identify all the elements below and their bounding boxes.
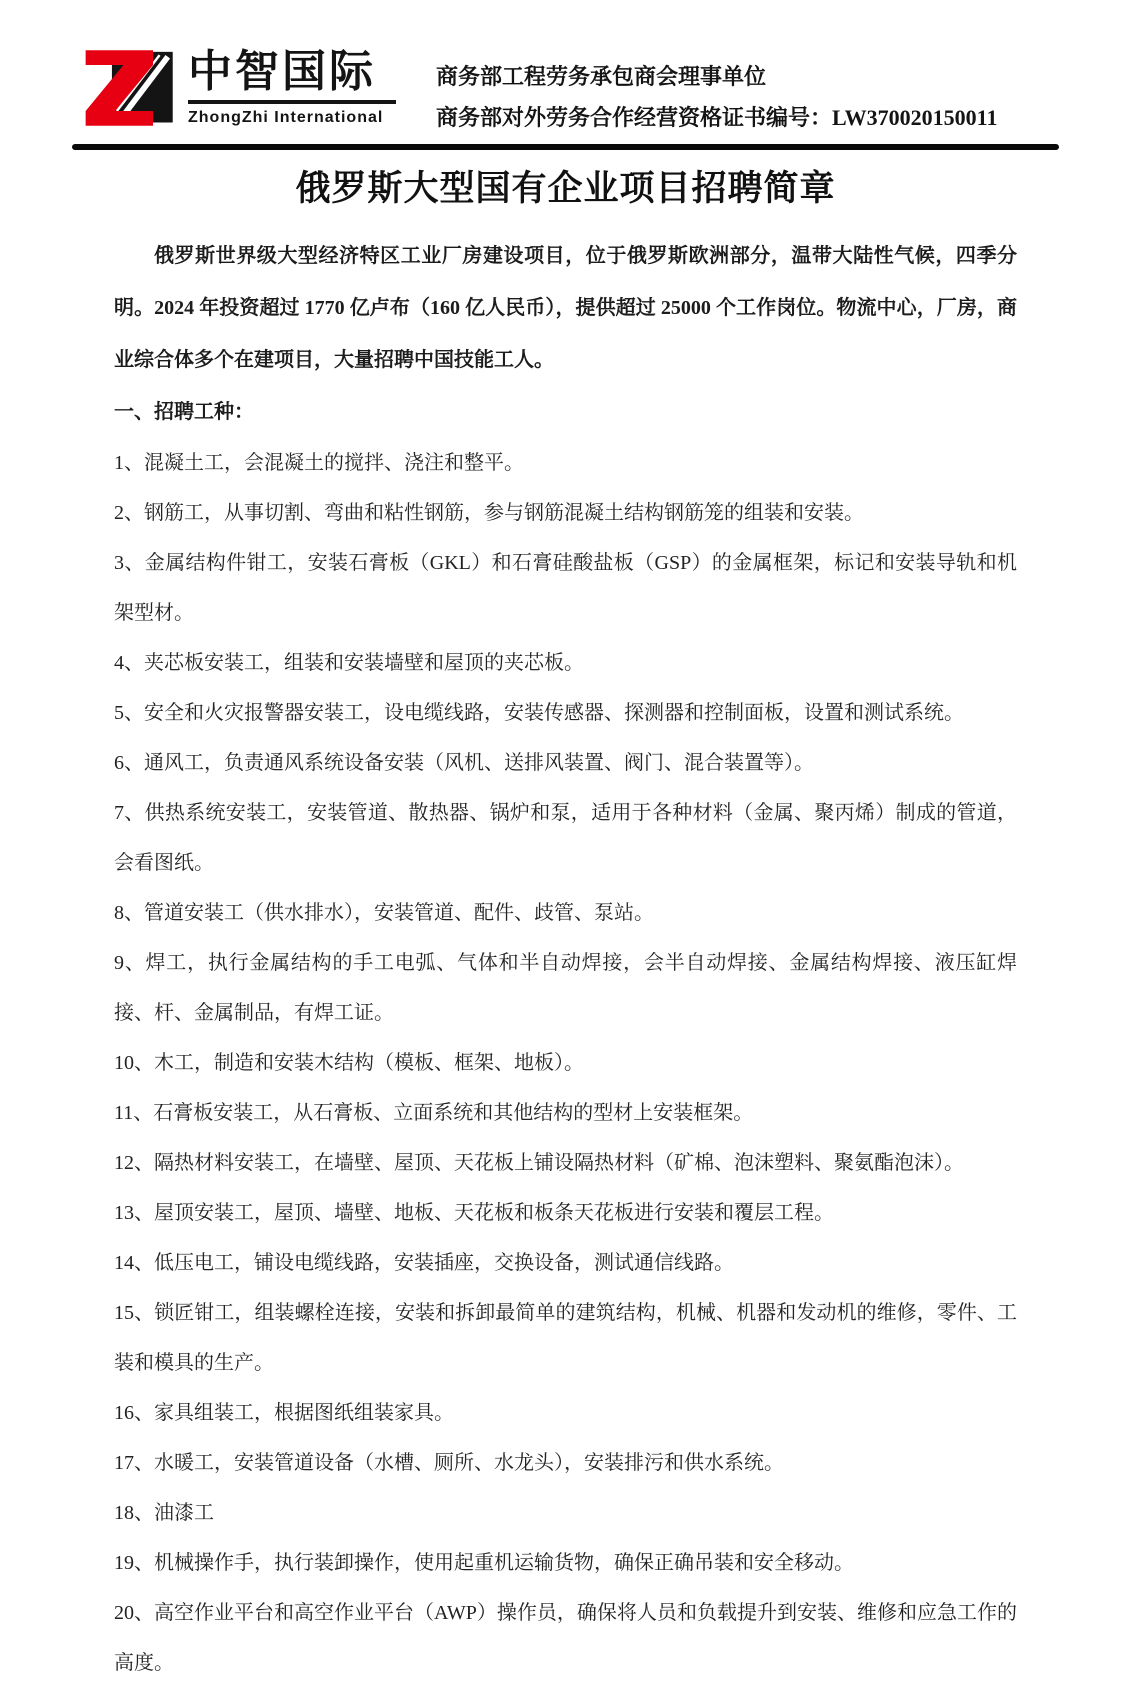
logo-en-name: ZhongZhi International [188,109,384,126]
job-item: 7、供热系统安装工，安装管道、散热器、锅炉和泵，适用于各种材料（金属、聚丙烯）制成的管道，会看图纸。 [114,802,1017,874]
header-rule [72,144,1059,150]
job-item: 15、锁匠钳工，组装螺栓连接，安装和拆卸最简单的建筑结构，机械、机器和发动机的维修，零件、工装和模具的生产。 [114,1302,1017,1374]
letterhead [72,42,1059,138]
logo-text [188,42,396,127]
intro-paragraph: 俄罗斯世界级大型经济特区工业厂房建设项目，位于俄罗斯欧洲部分，温带大陆性气候，四季分明。2024 年投资超过 1770 亿卢布（160 亿人民币），提供超过 25000 个工作岗位。物流中心，厂房，商业综合体多个在建项目，大量招聘中国技能工人。 [114,245,1017,371]
license-number-line: 商务部对外劳务合作经营资格证书编号：LW370020150011 [436,105,998,130]
job-item: 17、水暖工，安装管道设备（水槽、厕所、水龙头），安装排污和供水系统。 [114,1452,784,1474]
job-item: 4、夹芯板安装工，组装和安装墙壁和屋顶的夹芯板。 [114,652,584,674]
job-item: 11、石膏板安装工，从石膏板、立面系统和其他结构的型材上安装框架。 [114,1102,754,1124]
section-heading-recruit-types: 一、招聘工种： [114,401,254,423]
job-item: 20、高空作业平台和高空作业平台（AWP）操作员，确保将人员和负载提升到安装、维修和应急工作的高度。 [114,1602,1017,1674]
job-item: 12、隔热材料安装工，在墙壁、屋顶、天花板上铺设隔热材料（矿棉、泡沫塑料、聚氨酯泡沫）。 [114,1152,964,1174]
job-item: 13、屋顶安装工，屋顶、墙壁、地板、天花板和板条天花板进行安装和覆层工程。 [114,1202,834,1224]
job-item: 9、焊工，执行金属结构的手工电弧、气体和半自动焊接，会半自动焊接、金属结构焊接、液压缸焊接、杆、金属制品，有焊工证。 [114,952,1017,1024]
logo-z-icon [84,42,176,134]
job-item: 10、木工，制造和安装木结构（模板、框架、地板）。 [114,1052,584,1074]
job-item: 3、金属结构件钳工，安装石膏板（GKL）和石膏硅酸盐板（GSP）的金属框架，标记和安装导轨和机架型材。 [114,552,1017,624]
letterhead-credentials [436,42,997,138]
membership-line: 商务部工程劳务承包商会理事单位 [436,64,767,89]
job-item: 1、混凝土工，会混凝土的搅拌、浇注和整平。 [114,452,524,474]
job-item: 6、通风工，负责通风系统设备安装（风机、送排风装置、阀门、混合装置等）。 [114,752,814,774]
job-item: 8、管道安装工（供水排水），安装管道、配件、歧管、泵站。 [114,902,654,924]
job-item: 19、机械操作手，执行装卸操作，使用起重机运输货物，确保正确吊装和安全移动。 [114,1552,854,1574]
document-body [72,166,1059,1688]
job-item: 18、油漆工 [114,1502,214,1524]
job-item: 14、低压电工，铺设电缆线路，安装插座，交换设备，测试通信线路。 [114,1252,734,1274]
job-item: 16、家具组装工，根据图纸组装家具。 [114,1402,454,1424]
job-list [114,438,1017,1688]
logo-cn-name: 中智国际 [188,47,376,96]
job-item: 5、安全和火灾报警器安装工，设电缆线路，安装传感器、探测器和控制面板，设置和测试系统。 [114,702,964,724]
logo-divider [188,100,396,104]
job-item: 2、钢筋工，从事切割、弯曲和粘性钢筋，参与钢筋混凝土结构钢筋笼的组装和安装。 [114,502,864,524]
document-title: 俄罗斯大型国有企业项目招聘简章 [295,169,836,208]
company-logo [84,42,394,134]
